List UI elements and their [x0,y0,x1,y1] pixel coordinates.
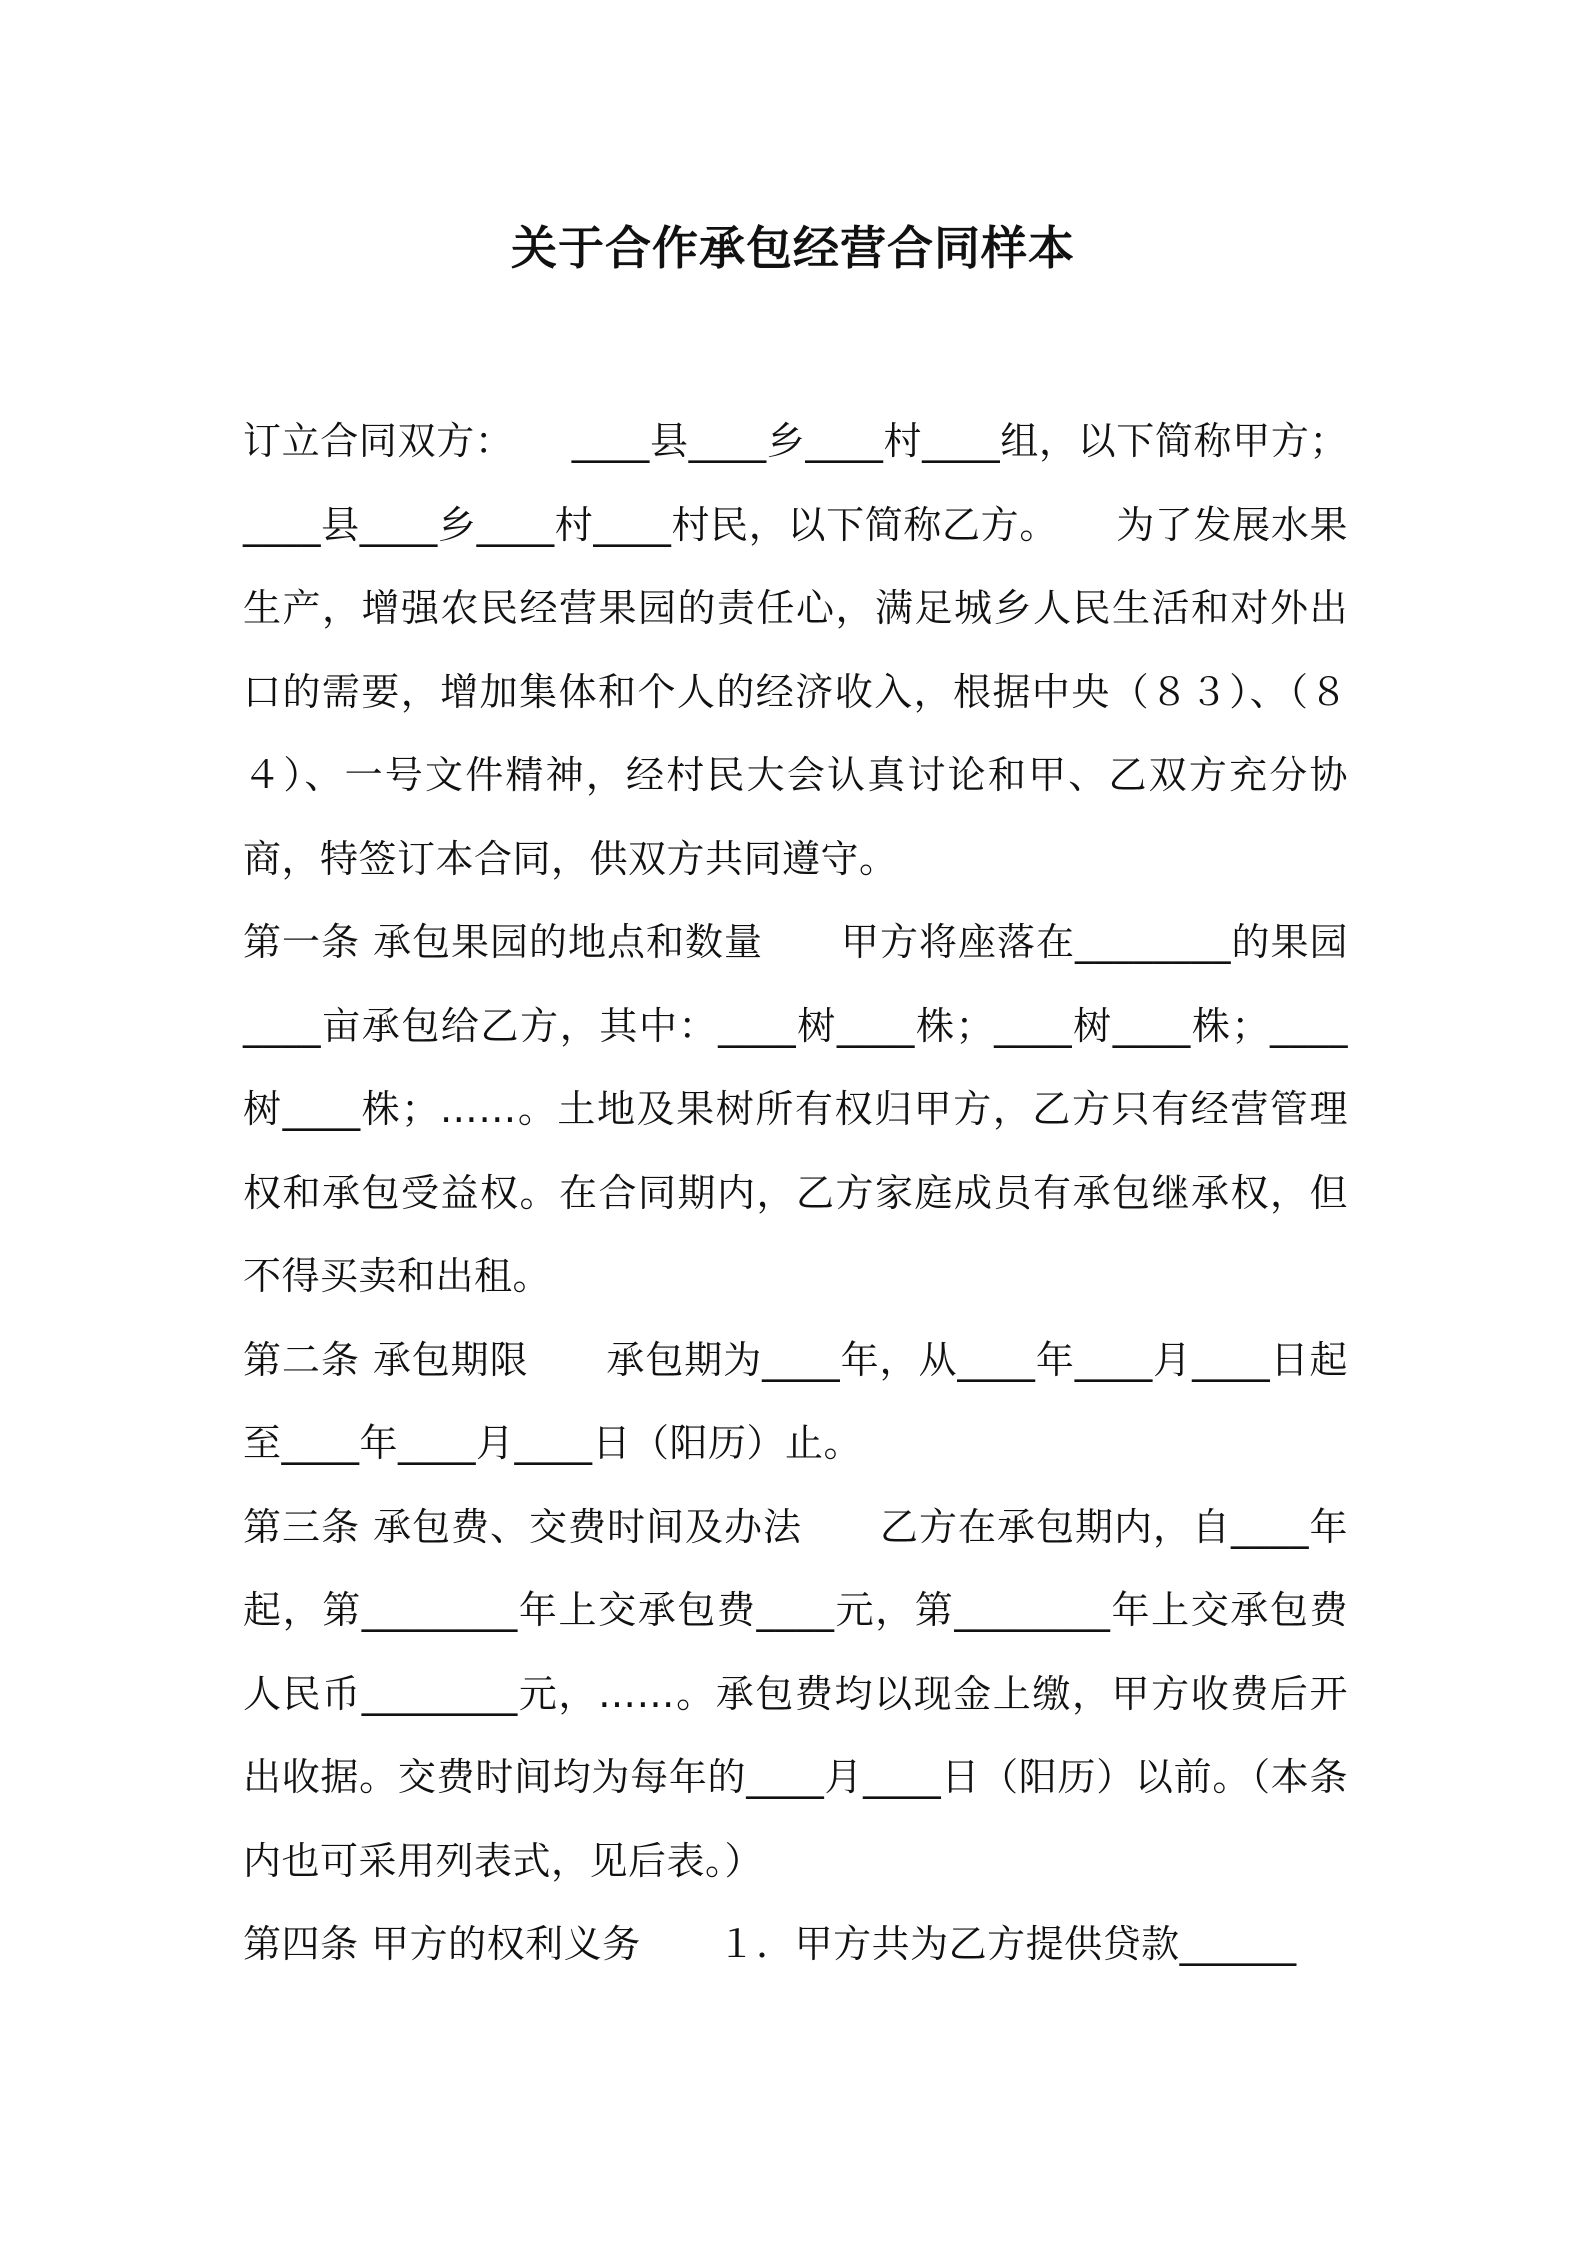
article-2-paragraph: 第二条 承包期限 承包期为____年，从____年____月____日起至____年____月____日（阳历）止。 [243,1337,1348,1465]
article-4-paragraph: 第四条 甲方的权利义务 １．甲方共为乙方提供贷款______ [243,1922,1297,1966]
document-body [243,400,1348,1987]
article-3-paragraph: 第三条 承包费、交费时间及办法 乙方在承包期内，自____年起，第________年上交承包费____元，第________年上交承包费人民币________元，……。承包费均以现金上缴，甲方收费后开出收据。交费时间均为每年的____月____日（阳历）以前。（本条内也可采用列表式，见后表。） [243,1504,1348,1883]
document-title: 关于合作承包经营合同样本 [511,221,1075,275]
preamble-paragraph: 订立合同双方： ____县____乡____村____组，以下简称甲方；____县____乡____村____村民，以下简称乙方。 为了发展水果生产，增强农民经营果园的责任心，满足城乡人民生活和对外出口的需要，增加集体和个人的经济收入，根据中央（８３）、（８４）、一号文件精神，经村民大会认真讨论和甲、乙双方充分协商，特签订本合同，供双方共同遵守。 [243,419,1348,881]
article-1-paragraph: 第一条 承包果园的地点和数量 甲方将座落在________的果园____亩承包给乙方，其中：____树____株；____树____株；____树____株；……。土地及果树所有权归甲方，乙方只有经营管理权和承包受益权。在合同期内，乙方家庭成员有承包继承权，但不得买卖和出租。 [243,920,1348,1298]
